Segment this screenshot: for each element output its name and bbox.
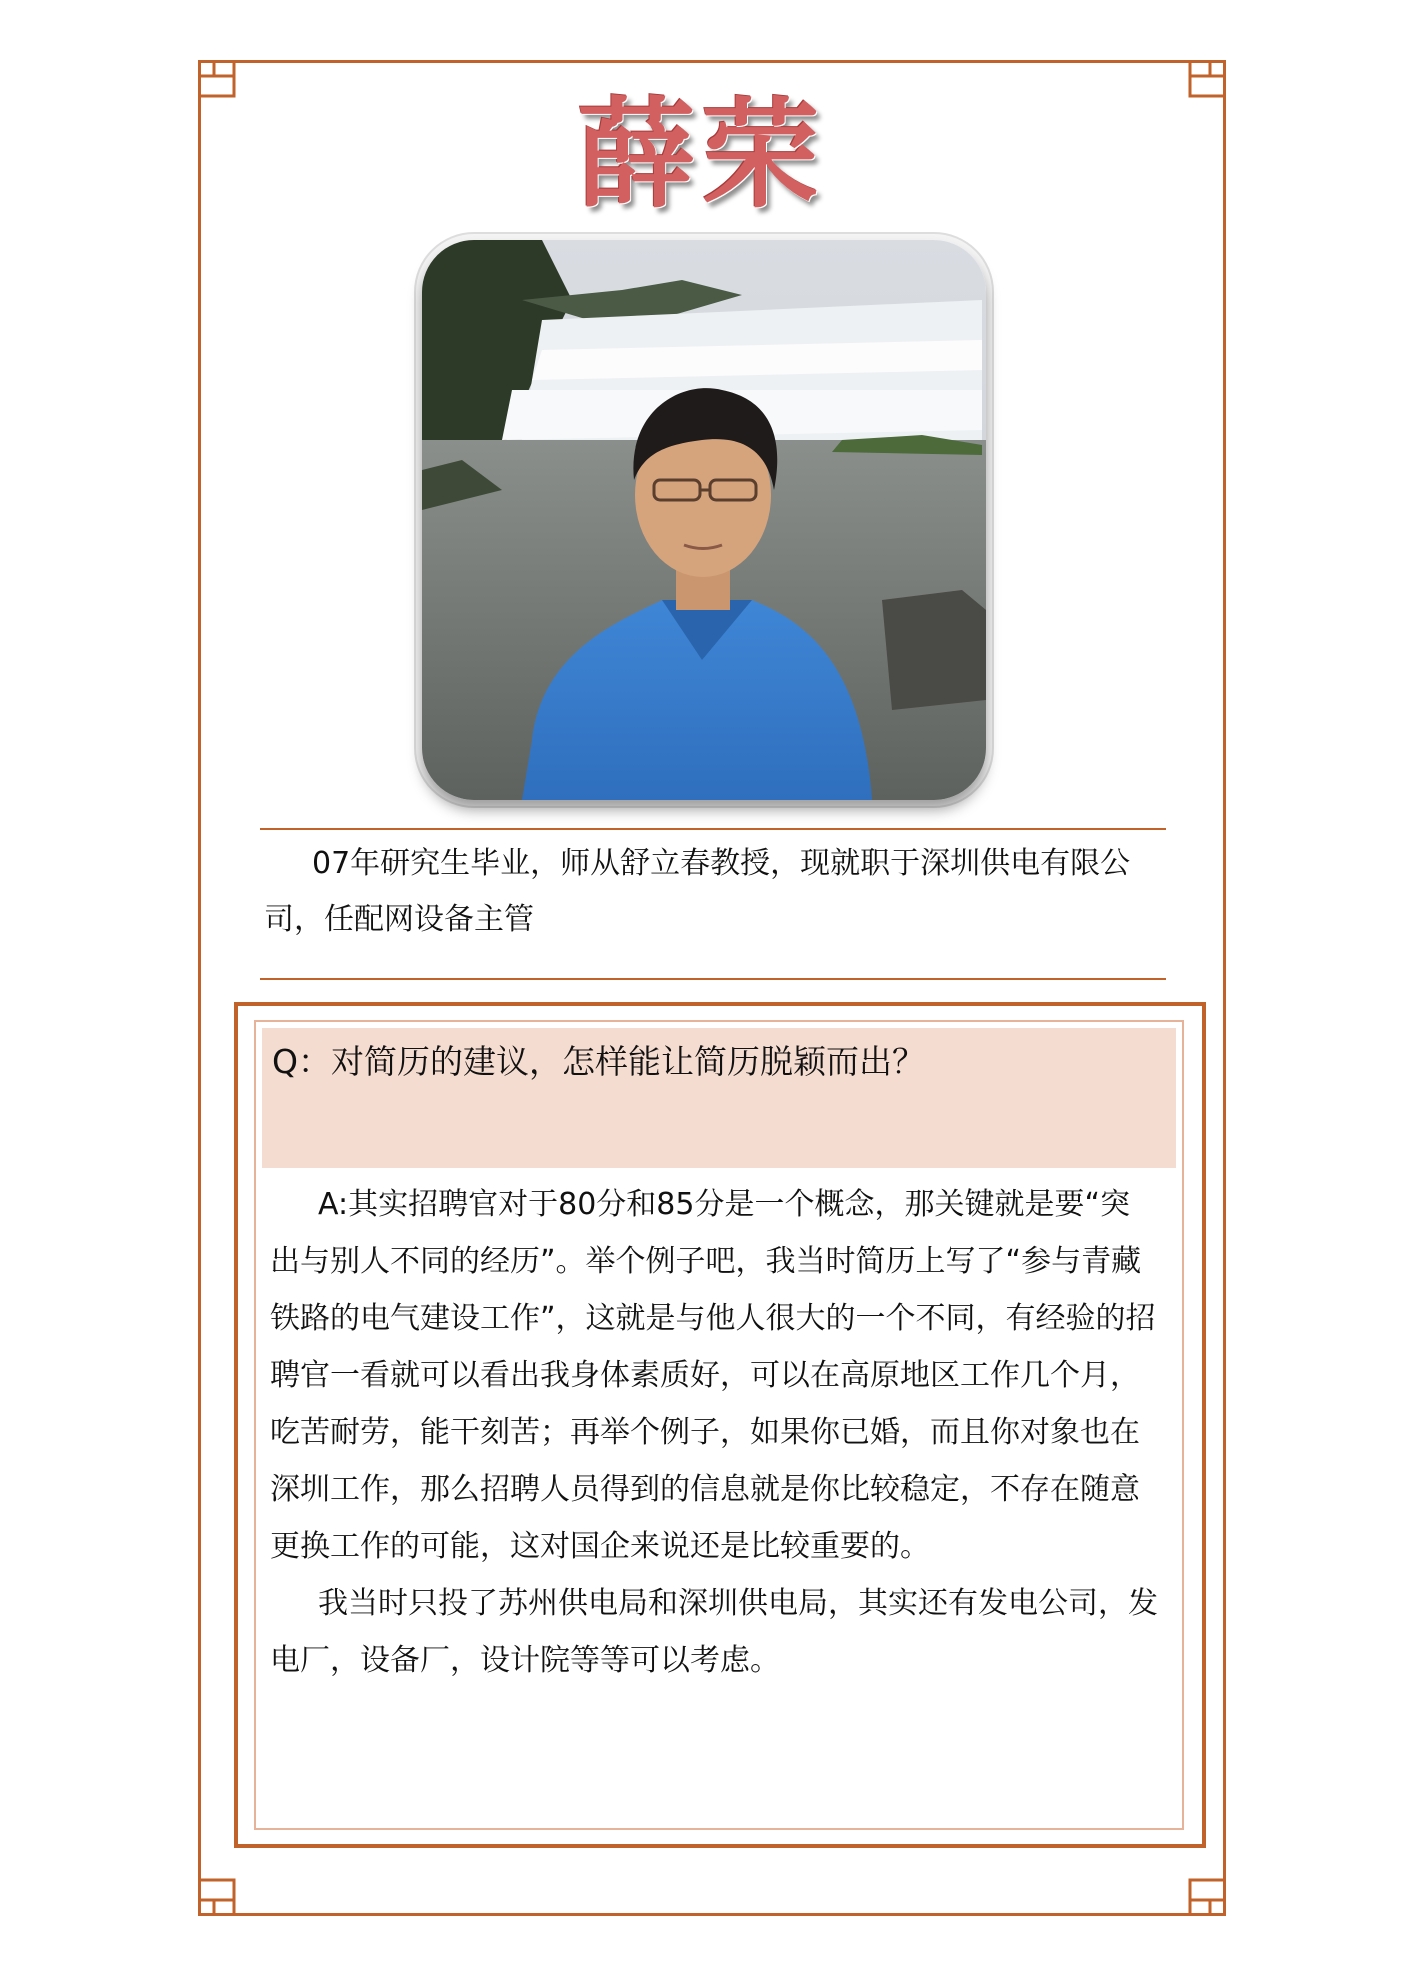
divider-bottom: [260, 978, 1166, 980]
corner-ornament-bottom-left: [198, 1858, 256, 1916]
answer-paragraph: 我当时只投了苏州供电局和深圳供电局，其实还有发电公司，发电厂，设备厂，设计院等等可以考虑。: [270, 1586, 1158, 1678]
question-text: Q：对简历的建议，怎样能让简历脱颖而出？: [272, 1042, 925, 1081]
person-name: 薛荣: [577, 85, 826, 224]
answer-paragraph: A:其实招聘官对于80分和85分是一个概念，那关键就是要“突出与别人不同的经历”。举个例子吧，我当时简历上写了“参与青藏铁路的电气建设工作”，这就是与他人很大的一个不同，有经验的招聘官一看就可以看出我身体素质好，可以在高原地区工作几个月，吃苦耐劳，能干刻苦；再举个例子，如果你已婚，而且你对象也在深圳工作，那么招聘人员得到的信息就是你比较稳定，不存在随意更换工作的可能，这对国企来说还是比较重要的。: [270, 1187, 1156, 1564]
answer-text: [270, 1176, 1158, 1689]
bio-text: 07年研究生毕业，师从舒立春教授，现就职于深圳供电有限公司，任配网设备主管: [264, 846, 1131, 937]
profile-photo: [422, 240, 986, 800]
corner-ornament-bottom-right: [1168, 1858, 1226, 1916]
divider-top: [260, 828, 1166, 830]
